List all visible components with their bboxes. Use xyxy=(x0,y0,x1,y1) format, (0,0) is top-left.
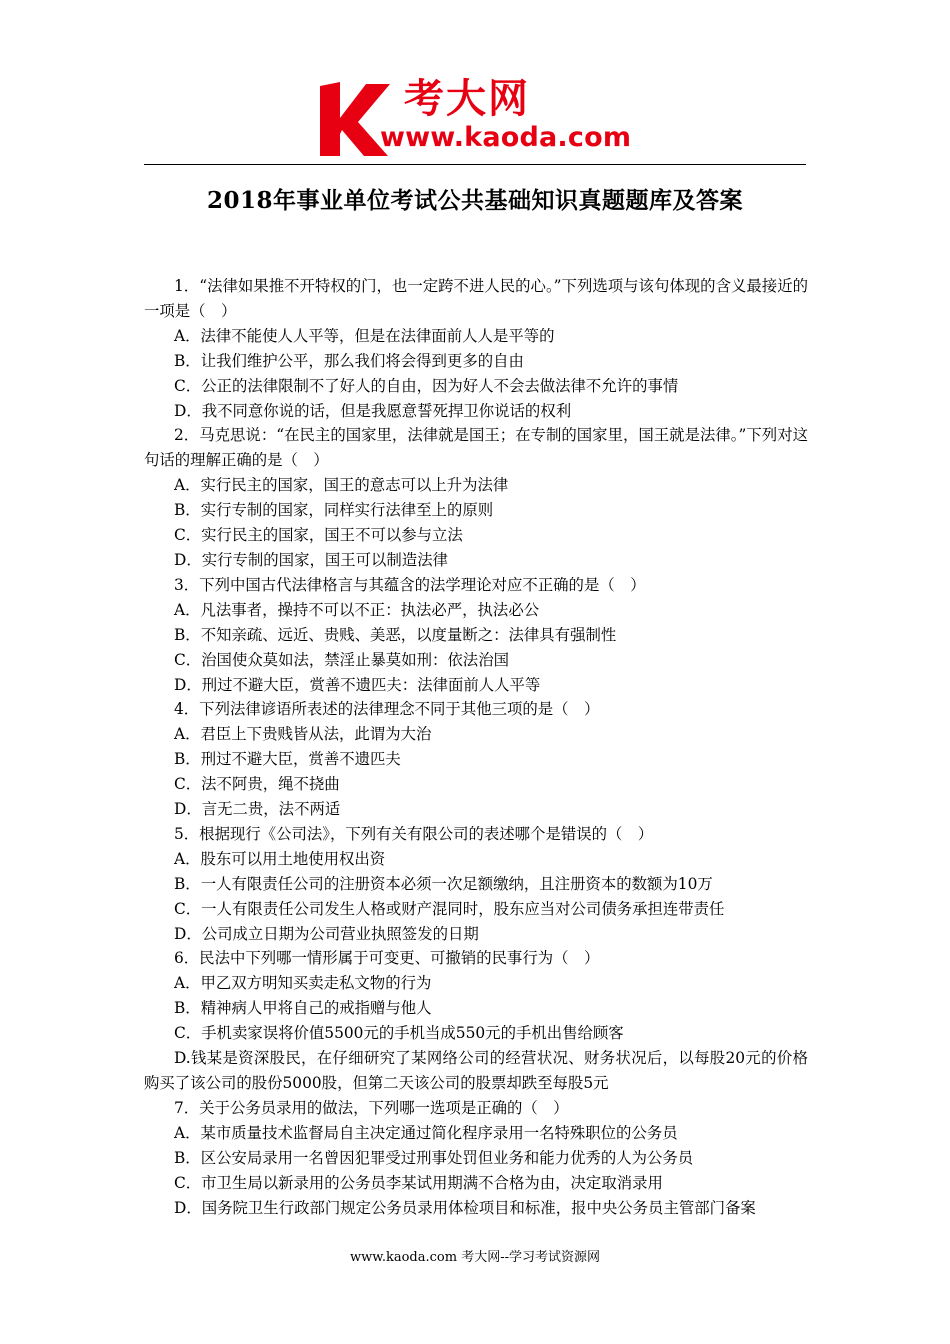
question-option: C．法不阿贵，绳不挠曲 xyxy=(174,775,340,794)
question-option: B．不知亲疏、远近、贵贱、美恶，以度量断之：法律具有强制性 xyxy=(174,625,617,644)
question-stem: 7．关于公务员录用的做法，下列哪一选项是正确的（ ） xyxy=(174,1098,569,1117)
header-divider xyxy=(144,164,806,165)
question-stem: 5．根据现行《公司法》，下列有关有限公司的表述哪个是错误的（ ） xyxy=(174,824,654,843)
question-option: B．区公安局录用一名曾因犯罪受过刑事处罚但业务和能力优秀的人为公务员 xyxy=(174,1148,694,1167)
question-option: C．一人有限责任公司发生人格或财产混同时，股东应当对公司债务承担连带责任 xyxy=(174,899,725,918)
question-option: D．言无二贵，法不两适 xyxy=(174,800,341,819)
question-option: C．手机卖家误将价值5500元的手机当成550元的手机出售给顾客 xyxy=(174,1024,624,1043)
question-option: C．公正的法律限制不了好人的自由，因为好人不会去做法律不允许的事情 xyxy=(174,376,679,395)
question-option: A．甲乙双方明知买卖走私文物的行为 xyxy=(174,974,432,993)
question-option: B．实行专制的国家，同样实行法律至上的原则 xyxy=(174,501,494,520)
page-title: 2018年事业单位考试公共基础知识真题题库及答案 xyxy=(206,187,743,214)
question-option: C．实行民主的国家，国王不可以参与立法 xyxy=(174,526,463,545)
question-option: C．市卫生局以新录用的公务员李某试用期满不合格为由，决定取消录用 xyxy=(174,1173,663,1192)
question-option: B．精神病人甲将自己的戒指赠与他人 xyxy=(174,999,432,1018)
question-option: B．刑过不避大臣，赏善不遗匹夫 xyxy=(174,750,401,769)
question-option: A．股东可以用土地使用权出资 xyxy=(174,849,386,868)
logo-chinese-text: 考大网 xyxy=(404,76,530,122)
question-option: D．刑过不避大臣，赏善不遗匹夫：法律面前人人平等 xyxy=(174,675,541,694)
question-stem: 3．下列中国古代法律格言与其蕴含的法学理论对应不正确的是（ ） xyxy=(174,575,646,594)
question-stem: 6．民法中下列哪一情形属于可变更、可撤销的民事行为（ ） xyxy=(174,949,600,968)
question-option: D．国务院卫生行政部门规定公务员录用体检项目和标准，报中央公务员主管部门备案 xyxy=(174,1198,756,1217)
question-option: B．一人有限责任公司的注册资本必须一次足额缴纳，且注册资本的数额为10万 xyxy=(174,874,713,893)
question-option: A．实行民主的国家，国王的意志可以上升为法律 xyxy=(174,476,509,495)
question-list xyxy=(144,274,808,1220)
site-logo xyxy=(318,78,638,160)
question-option: C．治国使众莫如法，禁淫止暴莫如刑：依法治国 xyxy=(174,650,509,669)
logo-url-text: www.kaoda.com xyxy=(380,122,632,153)
page-footer: www.kaoda.com 考大网--学习考试资源网 xyxy=(350,1250,600,1265)
question-option: A．法律不能使人人平等，但是在法律面前人人是平等的 xyxy=(174,326,555,345)
question-option: A．凡法事者，操持不可以不正：执法必严，执法必公 xyxy=(174,600,540,619)
question-option: D.钱某是资深股民，在仔细研究了某网络公司的经营状况、财务状况后，以每股20元的价格购买了该公司的股份5000股，但第二天该公司的股票却跌至每股5元 xyxy=(144,1049,808,1092)
question-option: D．我不同意你说的话，但是我愿意誓死捍卫你说话的权利 xyxy=(174,401,572,420)
question-option: D．公司成立日期为公司营业执照签发的日期 xyxy=(174,924,479,943)
question-stem: 4．下列法律谚语所表述的法律理念不同于其他三项的是（ ） xyxy=(174,700,600,719)
question-stem: 2．马克思说：“在民主的国家里，法律就是国王；在专制的国家里，国王就是法律。”下列对这句话的理解正确的是（ ） xyxy=(144,426,808,470)
question-option: D．实行专制的国家，国王可以制造法律 xyxy=(174,550,448,569)
question-option: A．某市质量技术监督局自主决定通过简化程序录用一名特殊职位的公务员 xyxy=(174,1123,678,1142)
question-option: A．君臣上下贵贱皆从法，此谓为大治 xyxy=(174,725,432,744)
question-option: B．让我们维护公平，那么我们将会得到更多的自由 xyxy=(174,351,524,370)
question-stem: 1．“法律如果推不开特权的门，也一定跨不进人民的心。”下列选项与该句体现的含义最接近的一项是（ ） xyxy=(144,277,808,320)
